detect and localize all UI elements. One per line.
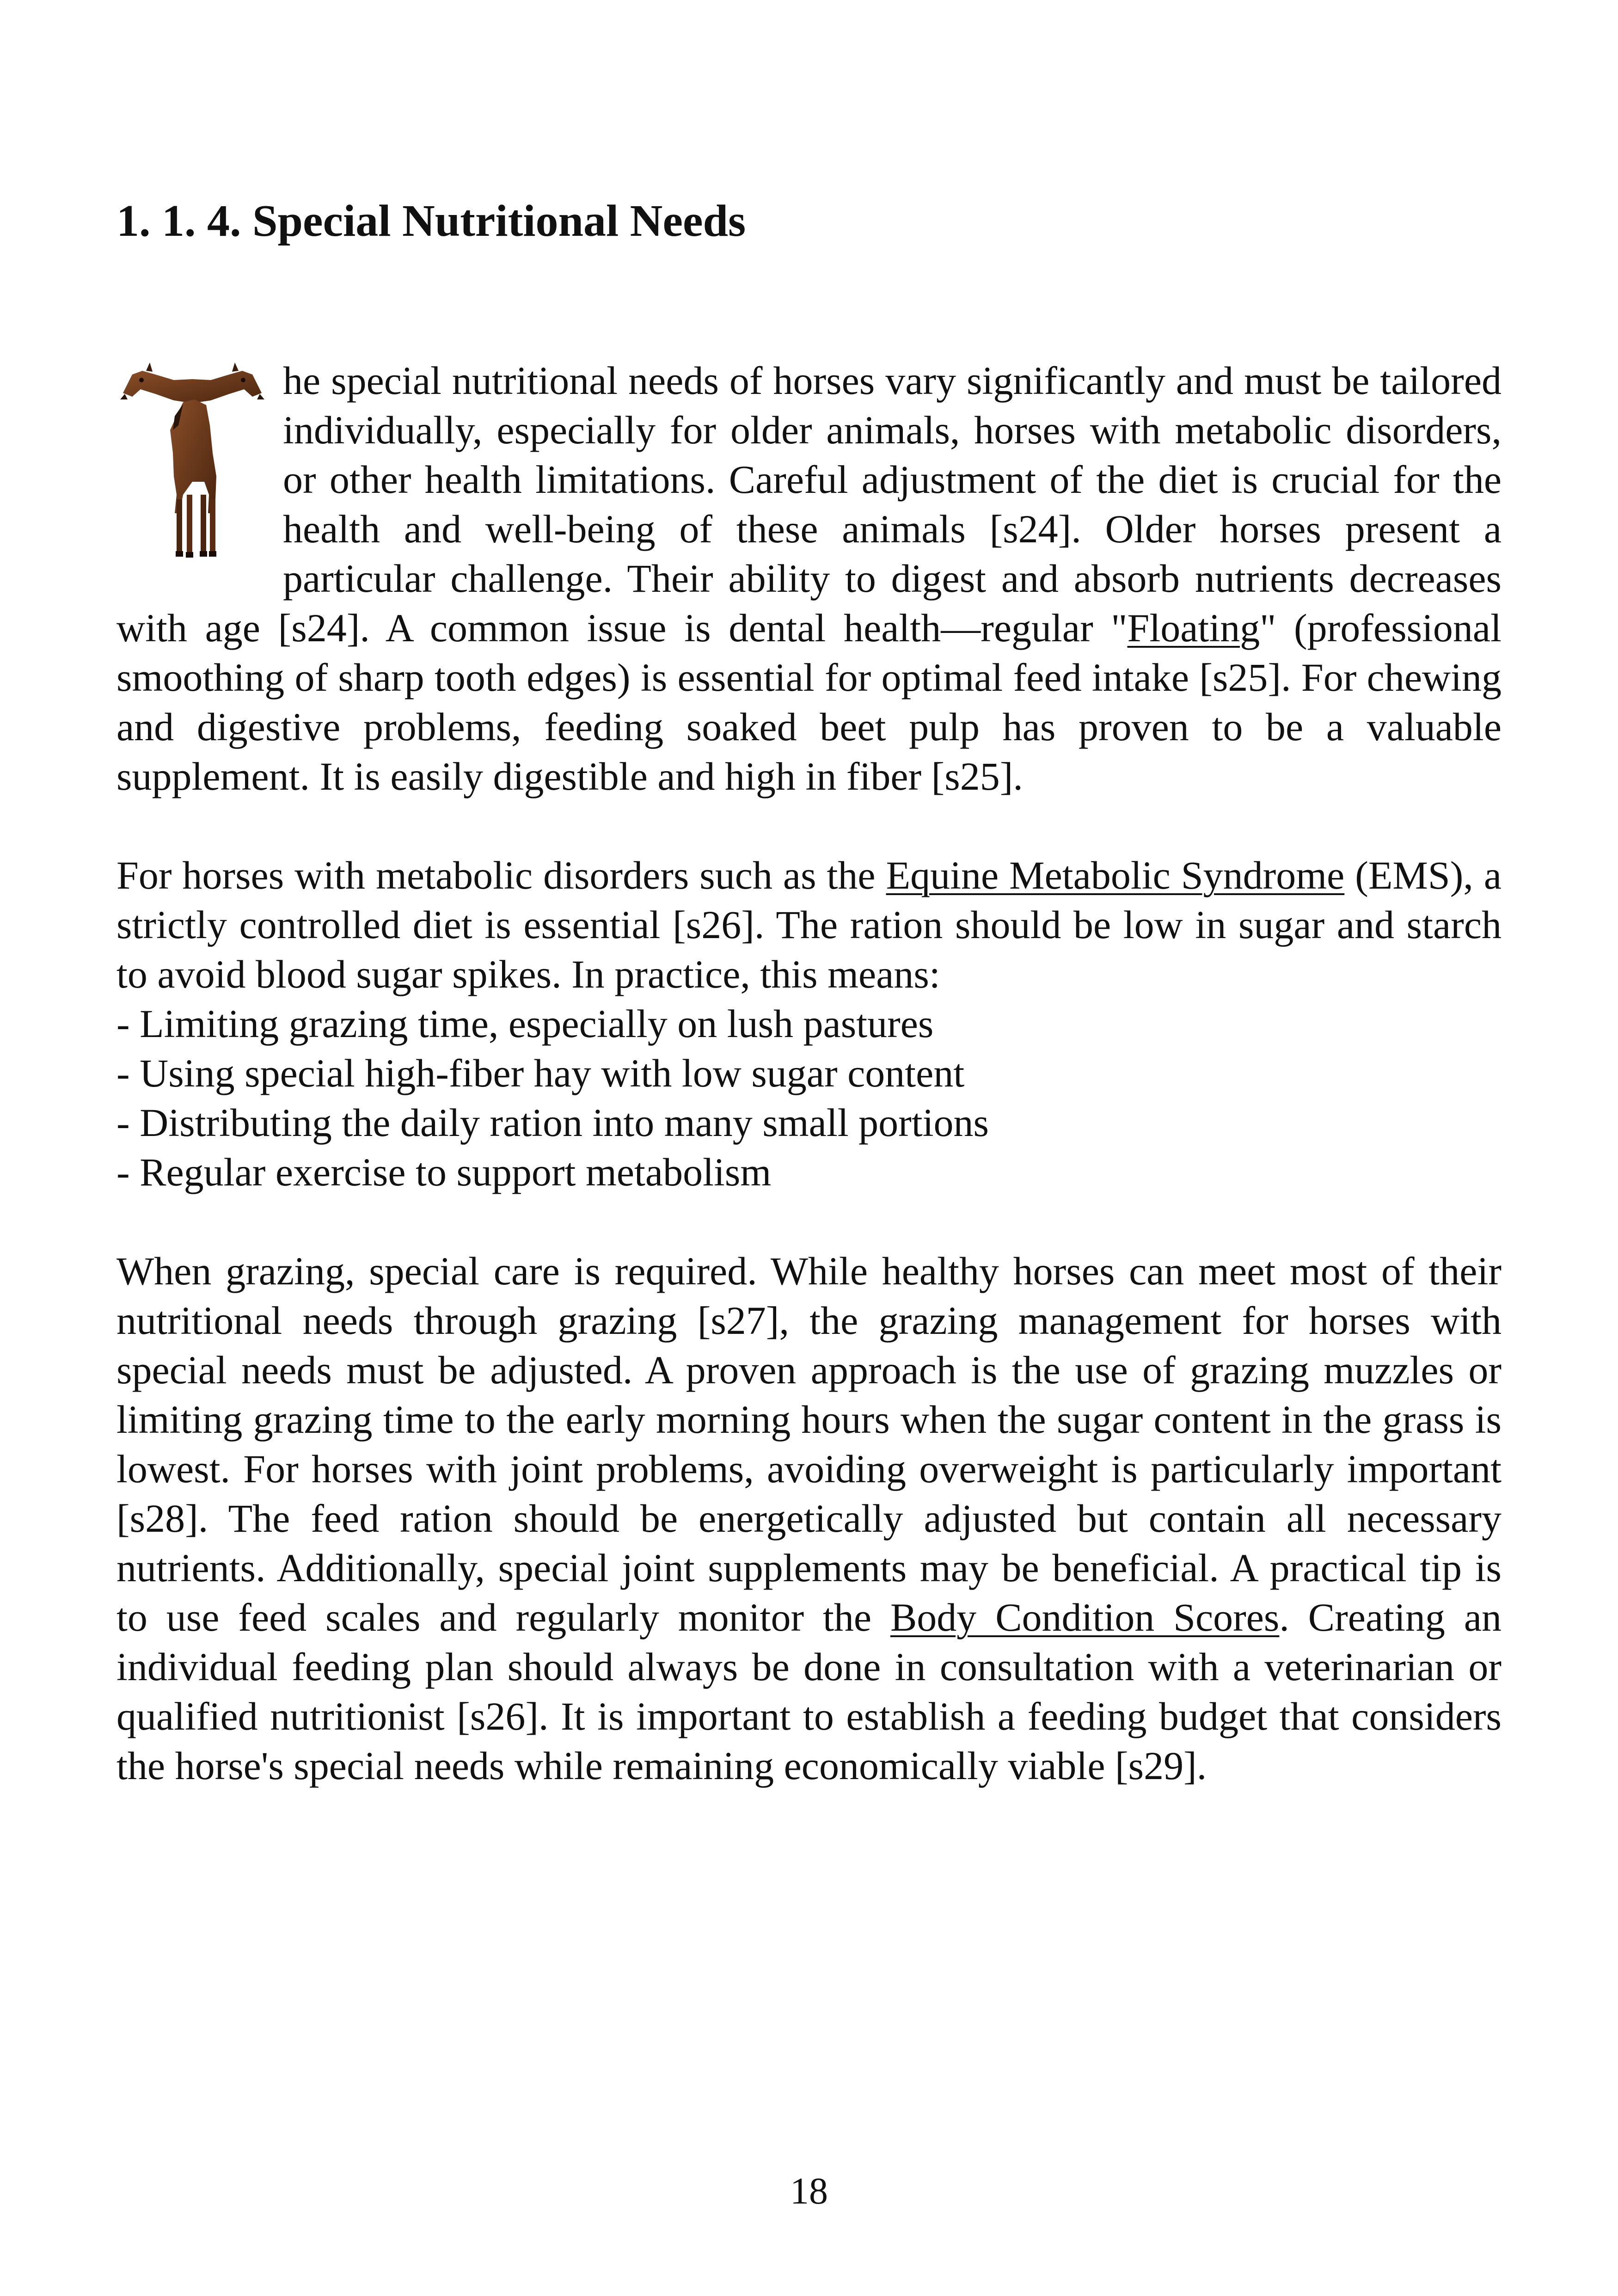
- paragraph-metabolic-text-a: For horses with metabolic disorders such as the: [116, 853, 886, 897]
- page-number: 18: [790, 2170, 828, 2212]
- diet-list: [116, 999, 1502, 1197]
- paragraph-intro-text-b: " (professional smoothing of sharp tooth edges) is essential for optimal feed intake [s25]. For chewing and digestive problems, feeding soaked beet pulp has proven to be a valuable supplement. It is easily digestible and high in fiber [s25].: [116, 606, 1502, 798]
- horse-figure-drop-cap-icon: [114, 361, 271, 564]
- drop-cap: [114, 361, 271, 564]
- paragraph-intro-text-a: he special nutritional needs of horses vary significantly and must be tailored individually, especially for older animals, horses with metabolic disorders, or other health limitations. Careful adjustment of the diet is crucial for the health and well-being of these animals [s24]. Older horses present a particular challenge. Their ability to digest and absorb nutrients decreases with age [s24]. A common issue is dental health—regular ": [116, 358, 1502, 650]
- paragraph-grazing: [116, 1246, 1502, 1791]
- list-item: - Distributing the daily ration into many small portions: [116, 1100, 989, 1145]
- paragraph-metabolic-text-b: (EMS), a strictly controlled diet is essential [s26]. The ration should be low in sugar and starch to avoid blood sugar spikes. In practice, this means:: [116, 853, 1502, 996]
- list-item: - Using special high-fiber hay with low sugar content: [116, 1051, 965, 1095]
- paragraph-intro: [116, 356, 1502, 801]
- section-heading: 1. 1. 4. Special Nutritional Needs: [116, 196, 746, 246]
- body-text: [116, 356, 1502, 1840]
- paragraph-grazing-text-a: When grazing, special care is required. While healthy horses can meet most of their nutritional needs through grazing [s27], the grazing management for horses with special needs must be adjusted. A proven approach is the use of grazing muzzles or limiting grazing time to the early morning hours when the sugar content in the grass is lowest. For horses with joint problems, avoiding overweight is particularly important [s28]. The feed ration should be energetically adjusted but contain all necessary nutrients. Additionally, special joint supplements may be beneficial. A practical tip is to use feed scales and regularly monitor the: [116, 1249, 1502, 1639]
- link-equine-metabolic-syndrome[interactable]: Equine Metabolic Syndrome: [886, 853, 1345, 897]
- list-item: - Regular exercise to support metabolism: [116, 1150, 772, 1194]
- paragraph-grazing-text-b: . Creating an individual feeding plan should always be done in consultation with a veterinarian or qualified nutritionist [s26]. It is important to establish a feeding budget that considers the horse's special needs while remaining economically viable [s29].: [116, 1595, 1502, 1788]
- link-body-condition-scores[interactable]: Body Condition Scores: [890, 1595, 1280, 1639]
- list-item: - Limiting grazing time, especially on lush pastures: [116, 1001, 934, 1046]
- link-floating[interactable]: Floating: [1127, 606, 1260, 650]
- paragraph-metabolic: [116, 851, 1502, 999]
